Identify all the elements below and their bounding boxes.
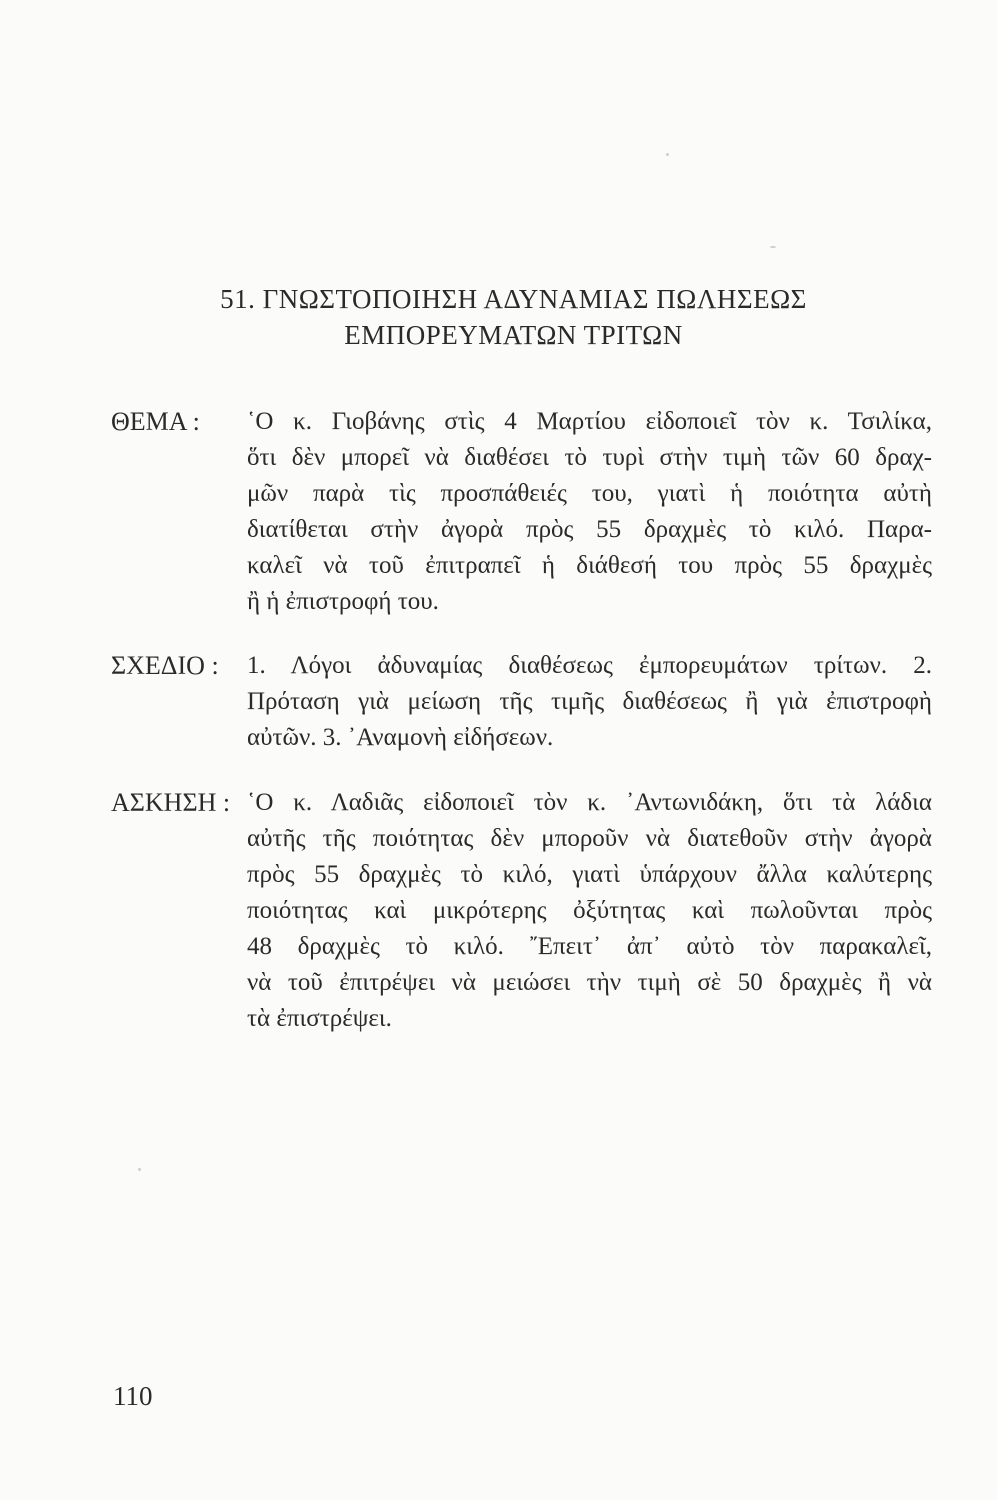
askisi-text (247, 785, 932, 1037)
thema-line: διατίθεται στὴν ἀγορὰ πρὸς 55 δραχμὲς τὸ κιλό. Παρα- (247, 516, 932, 543)
chapter-title-line-1: 51. ΓΝΩΣΤΟΠΟΙΗΣΗ ΑΔΥΝΑΜΙΑΣ ΠΩΛΗΣΕΩΣ (220, 284, 807, 314)
schedio-line: Πρόταση γιὰ μείωση τῆς τιμῆς διαθέσεως ἢ γιὰ ἐπιστροφὴ (247, 688, 932, 715)
paper-speck (138, 1168, 141, 1171)
chapter-title-line-2: ΕΜΠΟΡΕΥΜΑΤΩΝ ΤΡΙΤΩΝ (344, 320, 683, 350)
thema-line: καλεῖ νὰ τοῦ ἐπιτραπεῖ ἡ διάθεσή του πρὸς 55 δραχμὲς (247, 552, 932, 579)
thema-label: ΘΕΜΑ : (111, 407, 200, 436)
askisi-line: αὐτῆς τῆς ποιότητας δὲν μποροῦν νὰ διατεθοῦν στὴν ἀγορὰ (247, 825, 932, 852)
thema-line: ῾Ο κ. Γιοβάνης στὶς 4 Μαρτίου εἰδοποιεῖ τὸν κ. Τσιλίκα, (247, 408, 932, 435)
schedio-line: αὐτῶν. 3. ᾿Αναμονὴ εἰδήσεων. (247, 724, 554, 751)
thema-line: μῶν παρὰ τὶς προσπάθειές του, γιατὶ ἡ ποιότητα αὐτὴ (247, 480, 932, 507)
schedio-label: ΣΧΕΔΙΟ : (111, 651, 219, 680)
thema-line: ἢ ἡ ἐπιστροφή του. (247, 588, 439, 615)
paper-speck (770, 246, 776, 248)
schedio-line: 1. Λόγοι ἀδυναμίας διαθέσεως ἐμπορευμάτων τρίτων. 2. (247, 652, 932, 679)
askisi-line: τὰ ἐπιστρέψει. (247, 1005, 392, 1032)
schedio-text (247, 648, 932, 756)
askisi-line: ῾Ο κ. Λαδιᾶς εἰδοποιεῖ τὸν κ. ᾿Αντωνιδάκη, ὅτι τὰ λάδια (247, 789, 932, 816)
askisi-line: νὰ τοῦ ἐπιτρέψει νὰ μειώσει τὴν τιμὴ σὲ 50 δραχμὲς ἢ νὰ (247, 969, 932, 996)
page-number: 110 (113, 1381, 153, 1411)
thema-text (247, 404, 932, 620)
askisi-label: ΑΣΚΗΣΗ : (111, 788, 231, 817)
paper-speck (666, 153, 669, 156)
askisi-line: 48 δραχμὲς τὸ κιλό. ῎Επειτ᾿ ἀπ᾿ αὐτὸ τὸν παρακαλεῖ, (247, 933, 932, 960)
askisi-line: πρὸς 55 δραχμὲς τὸ κιλό, γιατὶ ὑπάρχουν ἄλλα καλύτερης (247, 861, 932, 888)
thema-line: ὅτι δὲν μπορεῖ νὰ διαθέσει τὸ τυρὶ στὴν τιμὴ τῶν 60 δραχ- (247, 444, 932, 471)
askisi-line: ποιότητας καὶ μικρότερης ὀξύτητας καὶ πωλοῦνται πρὸς (247, 897, 932, 924)
